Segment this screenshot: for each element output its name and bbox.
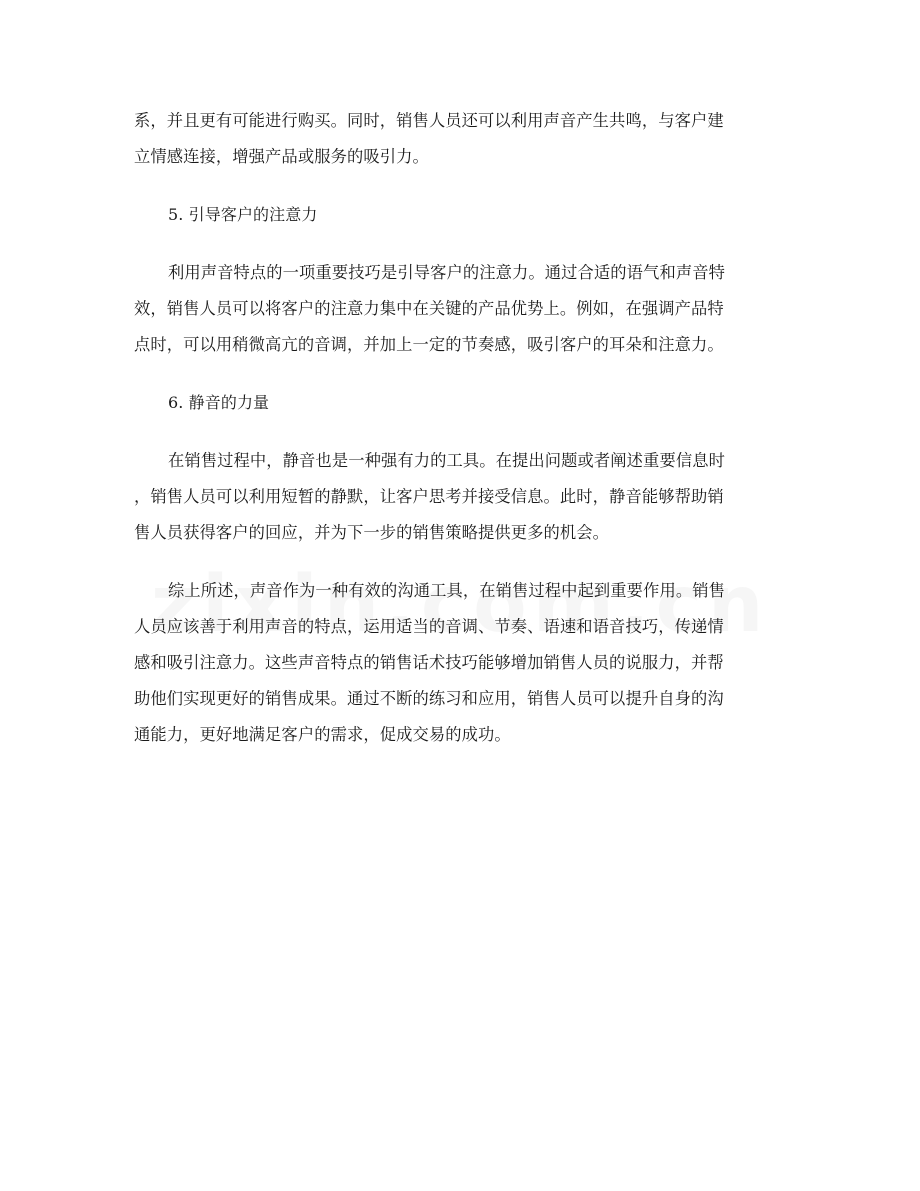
paragraph	[134, 443, 786, 551]
paragraph-line: 点时，可以用稍微高亢的音调，并加上一定的节奏感，吸引客户的耳朵和注意力。	[134, 335, 724, 354]
paragraph-gap	[134, 363, 786, 385]
paragraph-gap	[134, 175, 786, 197]
section-heading: 5. 引导客户的注意力	[168, 205, 318, 224]
paragraph	[134, 255, 786, 363]
paragraph-line: ，销售人员可以利用短暂的静默，让客户思考并接受信息。此时，静音能够帮助销	[134, 487, 724, 506]
paragraph-line: 通能力，更好地满足客户的需求，促成交易的成功。	[134, 725, 511, 744]
paragraph-line: 人员应该善于利用声音的特点，运用适当的音调、节奏、语速和语音技巧，传递情	[134, 617, 724, 636]
paragraph-line: 感和吸引注意力。这些声音特点的销售话术技巧能够增加销售人员的说服力，并帮	[134, 653, 724, 672]
paragraph-gap	[134, 421, 786, 443]
paragraph-line: 系，并且更有可能进行购买。同时，销售人员还可以利用声音产生共鸣，与客户建	[134, 111, 724, 130]
document-body	[134, 103, 786, 753]
paragraph-line: 综上所述，声音作为一种有效的沟通工具，在销售过程中起到重要作用。销售	[168, 581, 725, 600]
paragraph-gap	[134, 233, 786, 255]
paragraph-gap	[134, 551, 786, 573]
paragraph-line: 立情感连接，增强产品或服务的吸引力。	[134, 147, 429, 166]
paragraph	[134, 573, 786, 753]
paragraph	[134, 103, 786, 175]
paragraph-line: 在销售过程中，静音也是一种强有力的工具。在提出问题或者阐述重要信息时	[168, 451, 725, 470]
paragraph-line: 售人员获得客户的回应，并为下一步的销售策略提供更多的机会。	[134, 523, 610, 542]
paragraph-line: 利用声音特点的一项重要技巧是引导客户的注意力。通过合适的语气和声音特	[168, 263, 725, 282]
paragraph-line: 助他们实现更好的销售成果。通过不断的练习和应用，销售人员可以提升自身的沟	[134, 689, 724, 708]
section-heading: 6. 静音的力量	[168, 393, 270, 412]
paragraph-line: 效，销售人员可以将客户的注意力集中在关键的产品优势上。例如，在强调产品特	[134, 299, 724, 318]
